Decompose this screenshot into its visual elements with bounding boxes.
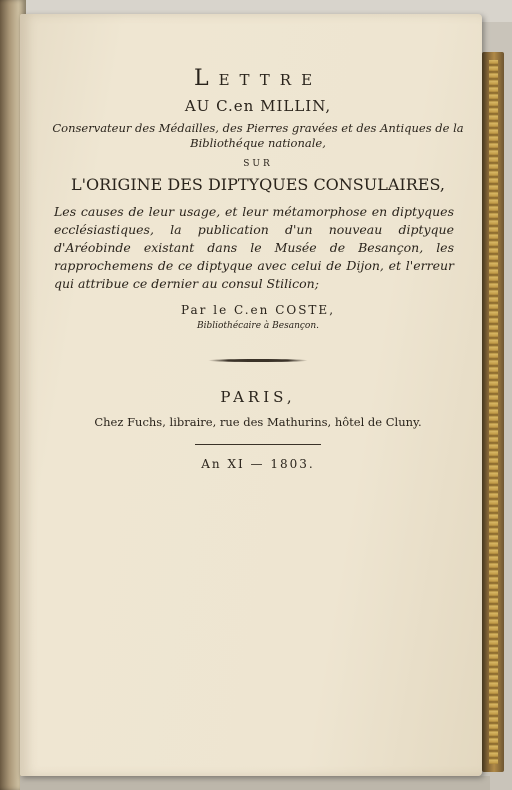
title-page-text (48, 66, 468, 471)
addressee-title: Conservateur des Médailles, des Pierres gravées et des Antiques de la Bibliothéque nationale, (52, 121, 464, 150)
imprint-city: PARIS, (220, 388, 296, 406)
addressee: AU C.en MILLIN, (184, 97, 332, 115)
table-shadow (20, 776, 490, 790)
imprint-publisher: Chez Fuchs, libraire, rue des Mathurins, hôtel de Cluny. (94, 415, 422, 429)
ornamental-rule (208, 359, 308, 362)
author-line: Par le C.en COSTE, (180, 303, 336, 317)
subject-description: Les causes de leur usage, et leur métamorphose en diptyques ecclésiastiques, la publication d'un nouveau diptyque d'Aréobinde existant dans le Musée de Besançon, les rapprochemens de ce diptyque avec celui de Dijon, et l'erreur qui attribue ce dernier au consul Stilicon; (54, 204, 454, 291)
imprint-rule (195, 444, 321, 445)
gilt-decoration (489, 60, 498, 764)
author-title: Bibliothécaire à Besançon. (196, 321, 319, 331)
imprint-date: An XI — 1803. (201, 457, 315, 471)
sur-label: SUR (243, 159, 273, 169)
title-page (20, 14, 482, 776)
subject-heading: L'ORIGINE DES DIPTYQUES CONSULAIRES, (71, 175, 445, 194)
title-lettre: Lettre (193, 66, 323, 91)
